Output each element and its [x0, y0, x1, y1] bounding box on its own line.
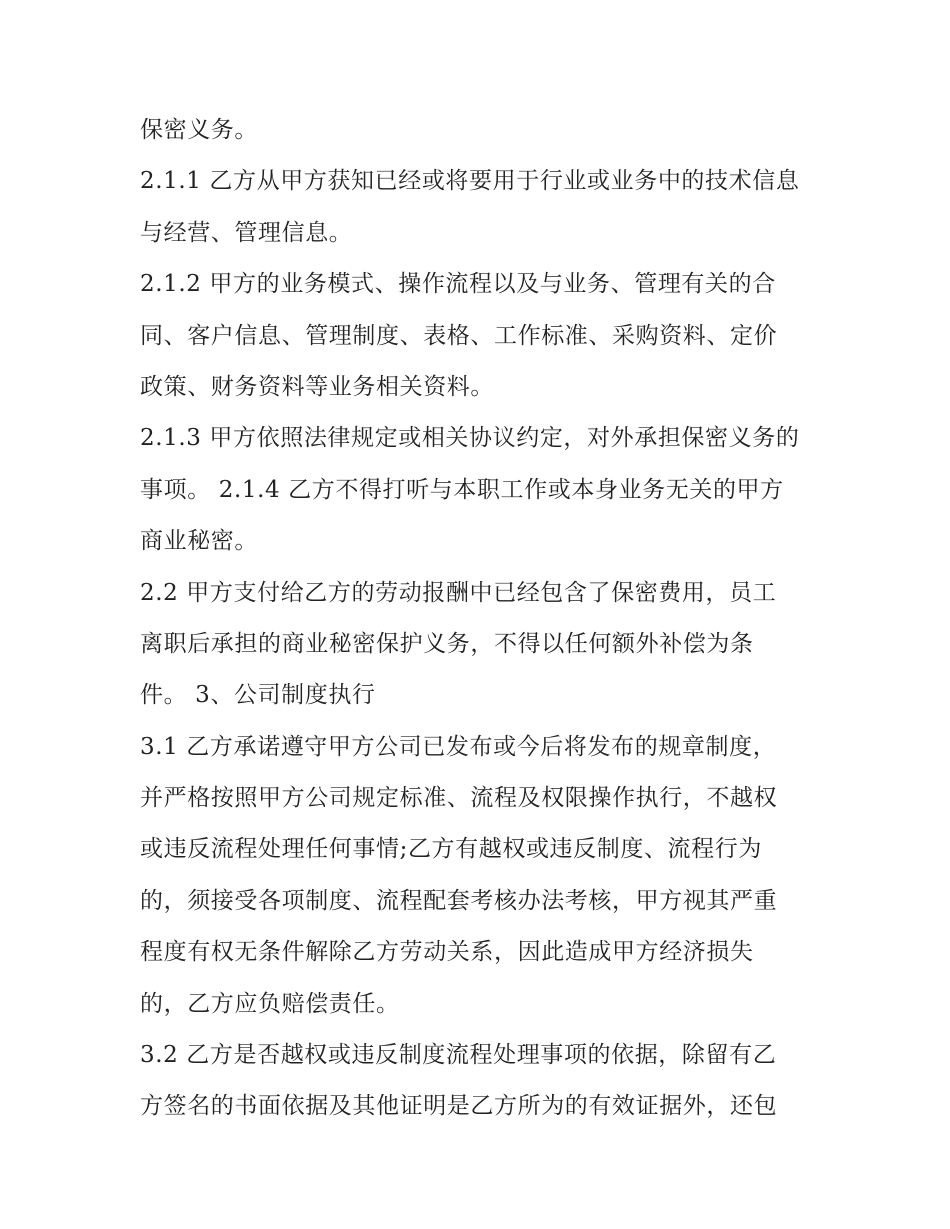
text-line: 的，须接受各项制度、流程配套考核办法考核，甲方视其严重	[140, 887, 778, 914]
text-line: 商业秘密。	[140, 528, 258, 555]
text-line: 程度有权无条件解除乙方劳动关系，因此造成甲方经济损失	[140, 939, 754, 966]
text-line: 离职后承担的商业秘密保护义务，不得以任何额外补偿为条	[140, 630, 754, 657]
text-line: 保密义务。	[140, 117, 258, 143]
text-line: 2.1.2 甲方的业务模式、操作流程以及与业务、管理有关的合	[140, 271, 776, 298]
text-line: 件。 3、公司制度执行	[140, 682, 376, 709]
text-line: 2.1.3 甲方依照法律规定或相关协议约定，对外承担保密义务的	[140, 425, 800, 452]
text-line: 同、客户信息、管理制度、表格、工作标准、采购资料、定价	[140, 322, 778, 349]
text-line: 事项。 2.1.4 乙方不得打听与本职工作或本身业务无关的甲方	[140, 476, 784, 503]
text-line: 政策、财务资料等业务相关资料。	[140, 373, 494, 400]
text-line: 3.1 乙方承诺遵守甲方公司已发布或今后将发布的规章制度，	[140, 733, 777, 760]
text-line: 与经营、管理信息。	[140, 219, 353, 246]
text-line: 或违反流程处理任何事情;乙方有越权或违反制度、流程行为	[140, 836, 762, 863]
text-line: 方签名的书面依据及其他证明是乙方所为的有效证据外，还包	[140, 1093, 778, 1120]
text-line: 2.2 甲方支付给乙方的劳动报酬中已经包含了保密费用，员工	[140, 579, 777, 606]
text-line: 的，乙方应负赔偿责任。	[140, 990, 400, 1017]
document-body	[140, 108, 820, 1136]
text-line: 并严格按照甲方公司规定标准、流程及权限操作执行，不越权	[140, 785, 778, 812]
text-line: 3.2 乙方是否越权或违反制度流程处理事项的依据，除留有乙	[140, 1042, 777, 1069]
text-line: 2.1.1 乙方从甲方获知已经或将要用于行业或业务中的技术信息	[140, 168, 800, 195]
